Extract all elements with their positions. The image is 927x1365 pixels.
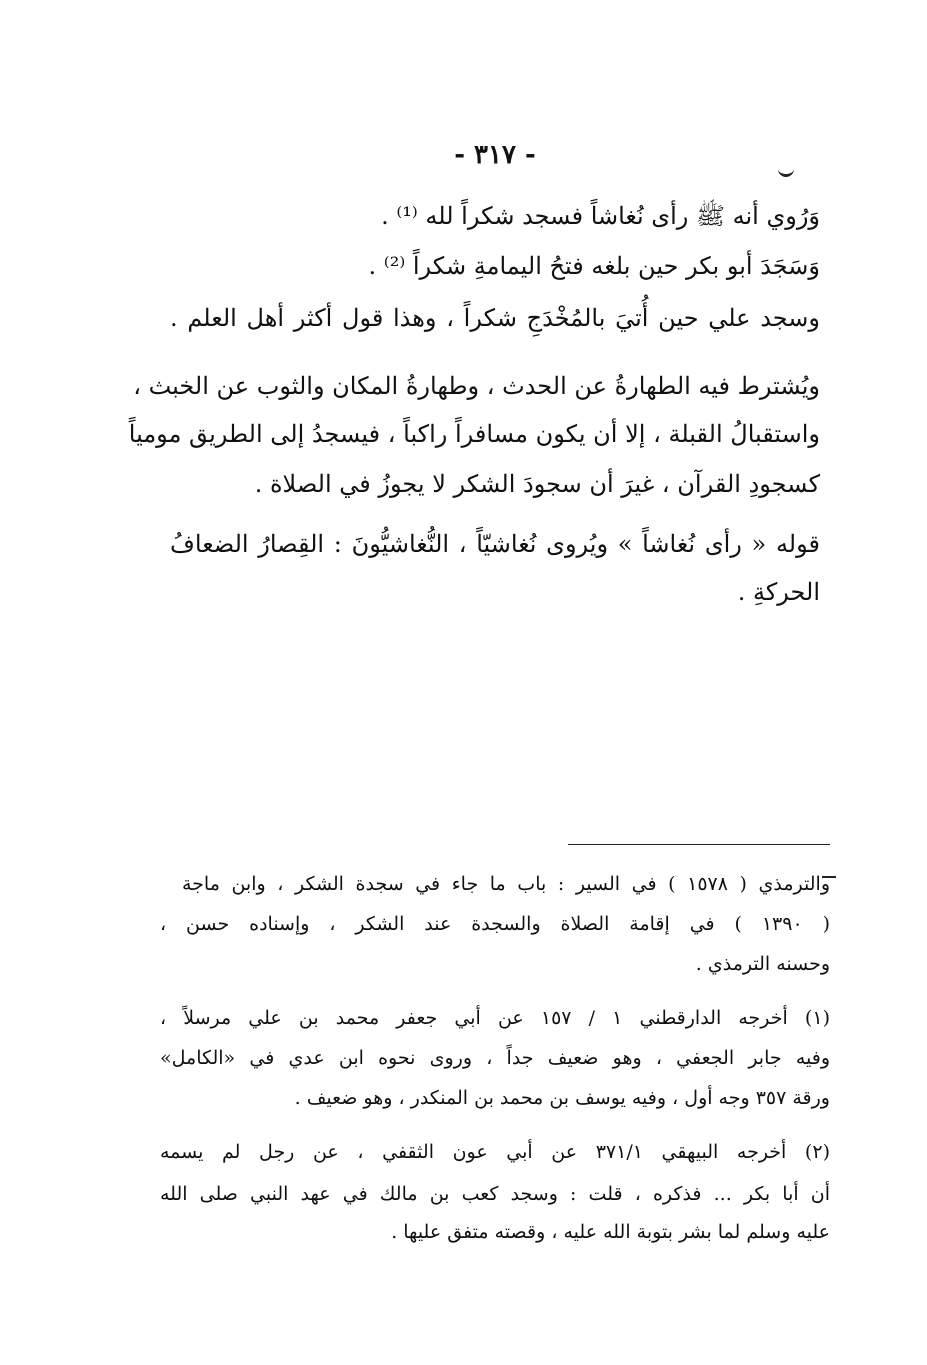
main-line: ويُشترط فيه الطهارةُ عن الحدث ، وطهارةُ المكان والثوب عن الخبث ، bbox=[133, 372, 820, 400]
scan-mark bbox=[778, 168, 794, 177]
footnote-2-line: عليه وسلم لما بشر بتوبة الله عليه ، وقصته متفق عليها . bbox=[391, 1221, 830, 1243]
main-line: الحركةِ . bbox=[737, 578, 820, 606]
page-number: - ٣١٧ - bbox=[454, 140, 536, 170]
footnote-divider bbox=[568, 844, 830, 845]
footnote-line: ( ١٣٩٠ ) في إقامة الصلاة والسجدة عند الشكر ، وإسناده حسن ، bbox=[160, 913, 830, 935]
main-line: وسجد علي حين أُتيَ بالمُخْدَجِ شكراً ، وهذا قول أكثر أهل العلم . bbox=[170, 304, 820, 332]
main-line: وَسَجَدَ أبو بكر حين بلغه فتحُ اليمامةِ شكراً ⁽²⁾ . bbox=[368, 252, 820, 280]
main-line: كسجودِ القرآن ، غيرَ أن سجودَ الشكر لا يجوزُ في الصلاة . bbox=[254, 470, 820, 498]
footnote-1-line: وفيه جابر الجعفي ، وهو ضعيف جداً ، وروى نحوه ابن عدي في «الكامل» bbox=[160, 1047, 830, 1069]
footnote-2-line: أن أبا بكر ... فذكره ، قلت : وسجد كعب بن مالك في عهد النبي صلى الله bbox=[160, 1183, 830, 1205]
footnote-line: والترمذي ( ١٥٧٨ ) في السير : باب ما جاء في سجدة الشكر ، وابن ماجة bbox=[182, 873, 830, 895]
main-line: واستقبالُ القبلة ، إلا أن يكون مسافراً راكباً ، فيسجدُ إلى الطريق مومياً bbox=[128, 420, 820, 448]
footnote-1-line: ورقة ٣٥٧ وجه أول ، وفيه يوسف بن محمد بن المنكدر ، وهو ضعيف . bbox=[294, 1087, 830, 1109]
footnote-1-line: (١) أخرجه الدارقطني ١ / ١٥٧ عن أبي جعفر محمد بن علي مرسلاً ، bbox=[160, 1007, 830, 1029]
footnote-2-line: (٢) أخرجه البيهقي ٣٧١/١ عن أبي عون الثقفي ، عن رجل لم يسمه bbox=[160, 1141, 830, 1163]
footnote-line: وحسنه الترمذي . bbox=[695, 953, 830, 975]
main-line: وَرُوي أنه ﷺ رأى نُغاشاً فسجد شكراً لله ⁽¹⁾ . bbox=[381, 202, 820, 230]
main-line: قوله « رأى نُغاشاً » ويُروى نُغاشيّاً ، النُّغاشيُّونَ : القِصارُ الضعافُ bbox=[170, 530, 820, 558]
